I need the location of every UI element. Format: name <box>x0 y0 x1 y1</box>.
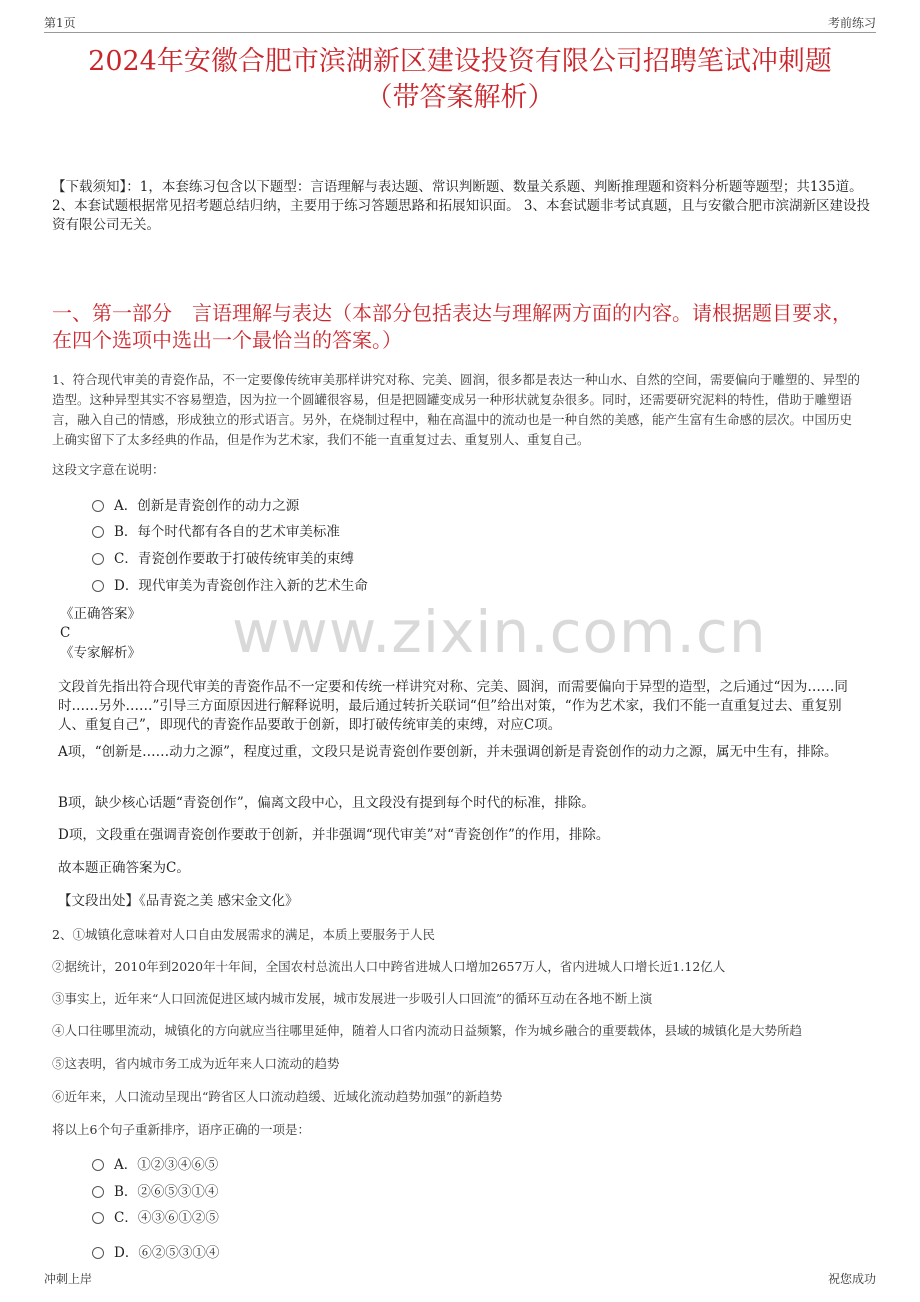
watermark: www.zixin.com.cn <box>232 598 767 666</box>
option-label: A．创新是青瓷创作的动力之源 <box>114 498 300 514</box>
option-label: B．每个时代都有各自的艺术审美标准 <box>114 524 340 540</box>
option-label: B．②⑥⑤③①④ <box>114 1184 219 1200</box>
question-2-prompt: 将以上6个句子重新排序，语序正确的一项是： <box>52 1122 310 1137</box>
radio-icon[interactable] <box>92 580 104 592</box>
radio-icon[interactable] <box>92 553 104 565</box>
page-number: 第1页 <box>44 16 76 30</box>
q2-option-c[interactable] <box>92 1208 219 1228</box>
q1-option-c[interactable] <box>92 549 354 569</box>
title-line-1: 2024年安徽合肥市滨湖新区建设投资有限公司招聘笔试冲刺题 <box>88 46 832 77</box>
question-2-line-5: ⑤这表明，省内城市务工成为近年来人口流动的趋势 <box>52 1056 340 1071</box>
option-label: C．④③⑥①②⑤ <box>114 1210 219 1226</box>
section-heading: 一、第一部分 言语理解与表达（本部分包括表达与理解两方面的内容。请根据题目要求，在四个选项中选出一个最恰当的答案。） <box>52 301 852 352</box>
question-2-line-2: ②据统计，2010年到2020年十年间，全国农村总流出人口中跨省进城人口增加2657万人，省内进城人口增长近1.12亿人 <box>52 959 726 974</box>
header-label: 考前练习 <box>827 16 876 30</box>
q1-option-b[interactable] <box>92 522 340 542</box>
analysis-paragraph-4: D项，文段重在强调青瓷创作要敢于创新，并非强调“现代审美”对“青瓷创作”的作用，排除。 <box>58 827 610 843</box>
question-2-line-4: ④人口往哪里流动，城镇化的方向就应当往哪里延伸，随着人口省内流动日益频繁，作为城乡融合的重要载体，县域的城镇化是大势所趋 <box>52 1023 803 1038</box>
q1-option-d[interactable] <box>92 576 368 596</box>
download-notice: 【下载须知】：1，本套练习包含以下题型：言语理解与表达题、常识判断题、数量关系题、判断推理题和资料分析题等题型；共135道。 2、本套试题根据常见招考题总结归纳，主要用于练习答题思路和拓展知识面。 3、本套试题非考试真题，且与安徽合肥市滨湖新区建设投资有限公司无关。 <box>52 179 870 233</box>
source-citation: 【文段出处】《品青瓷之美 感宋金文化》 <box>58 893 299 909</box>
title-line-2: （带答案解析） <box>365 82 555 113</box>
analysis-paragraph-5: 故本题正确答案为C。 <box>58 860 190 876</box>
page-footer <box>44 1270 876 1290</box>
question-2-line-3: ③事实上，近年来“人口回流促进区域内城市发展，城市发展进一步吸引人口回流”的循环互动在各地不断上演 <box>52 991 653 1006</box>
question-2-line-6: ⑥近年来，人口流动呈现出“跨省区人口流动趋缓、近域化流动趋势加强”的新趋势 <box>52 1089 503 1104</box>
radio-icon[interactable] <box>92 526 104 538</box>
analysis-paragraph-2: A项，“创新是……动力之源”，程度过重，文段只是说青瓷创作要创新，并未强调创新是青瓷创作的动力之源，属无中生有，排除。 <box>58 744 838 760</box>
question-2-line-1: 2、①城镇化意味着对人口自由发展需求的满足，本质上要服务于人民 <box>52 927 435 942</box>
analysis-paragraph-3: B项，缺少核心话题“青瓷创作”，偏离文段中心，且文段没有提到每个时代的标准，排除。 <box>58 795 595 811</box>
question-1-text: 1、符合现代审美的青瓷作品，不一定要像传统审美那样讲究对称、完美、圆润，很多都是表达一种山水、自然的空间，需要偏向于雕塑的、异型的造型。这种异型其实不容易塑造，因为拉一个圆罐很容易，但是把圆罐变成另一种形状就复杂很多。同时，还需要研究泥料的特性，借助于雕塑语言，融入自己的情感，形成独立的形式语言。另外，在烧制过程中，釉在高温中的流动也是一种自然的美感，能产生富有生命感的层次。中国历史上确实留下了太多经典的作品，但是作为艺术家，我们不能一直重复过去、重复别人、重复自己。 <box>52 372 860 447</box>
option-label: D．现代审美为青瓷创作注入新的艺术生命 <box>114 578 368 594</box>
analysis-paragraph-1: 文段首先指出符合现代审美的青瓷作品不一定要和传统一样讲究对称、完美、圆润，而需要偏向于异型的造型，之后通过“因为……同时……另外……”引导三方面原因进行解释说明，最后通过转折关联词“但”给出对策，“作为艺术家，我们不能一直重复过去、重复别人、重复自己”，即现代的青瓷作品要敢于创新，即打破传统审美的束缚，对应C项。 <box>58 679 848 733</box>
footer-right: 祝您成功 <box>827 1272 876 1286</box>
q2-option-b[interactable] <box>92 1182 218 1202</box>
option-label: D．⑥②⑤③①④ <box>114 1245 220 1261</box>
analysis-label: 《专家解析》 <box>60 645 141 661</box>
answer-value: C <box>60 625 71 641</box>
option-label: A．①②③④⑥⑤ <box>114 1157 219 1173</box>
footer-left: 冲刺上岸 <box>44 1272 93 1286</box>
radio-icon[interactable] <box>92 1186 104 1198</box>
radio-icon[interactable] <box>92 1212 104 1224</box>
q1-option-a[interactable] <box>92 496 299 516</box>
question-1-prompt: 这段文字意在说明： <box>52 462 165 477</box>
radio-icon[interactable] <box>92 500 104 512</box>
q2-option-a[interactable] <box>92 1155 218 1175</box>
option-label: C．青瓷创作要敢于打破传统审美的束缚 <box>114 551 354 567</box>
answer-label: 《正确答案》 <box>60 606 141 622</box>
document-title <box>40 44 880 116</box>
radio-icon[interactable] <box>92 1159 104 1171</box>
radio-icon[interactable] <box>92 1247 104 1259</box>
page-header <box>44 12 876 33</box>
q2-option-d[interactable] <box>92 1243 219 1263</box>
